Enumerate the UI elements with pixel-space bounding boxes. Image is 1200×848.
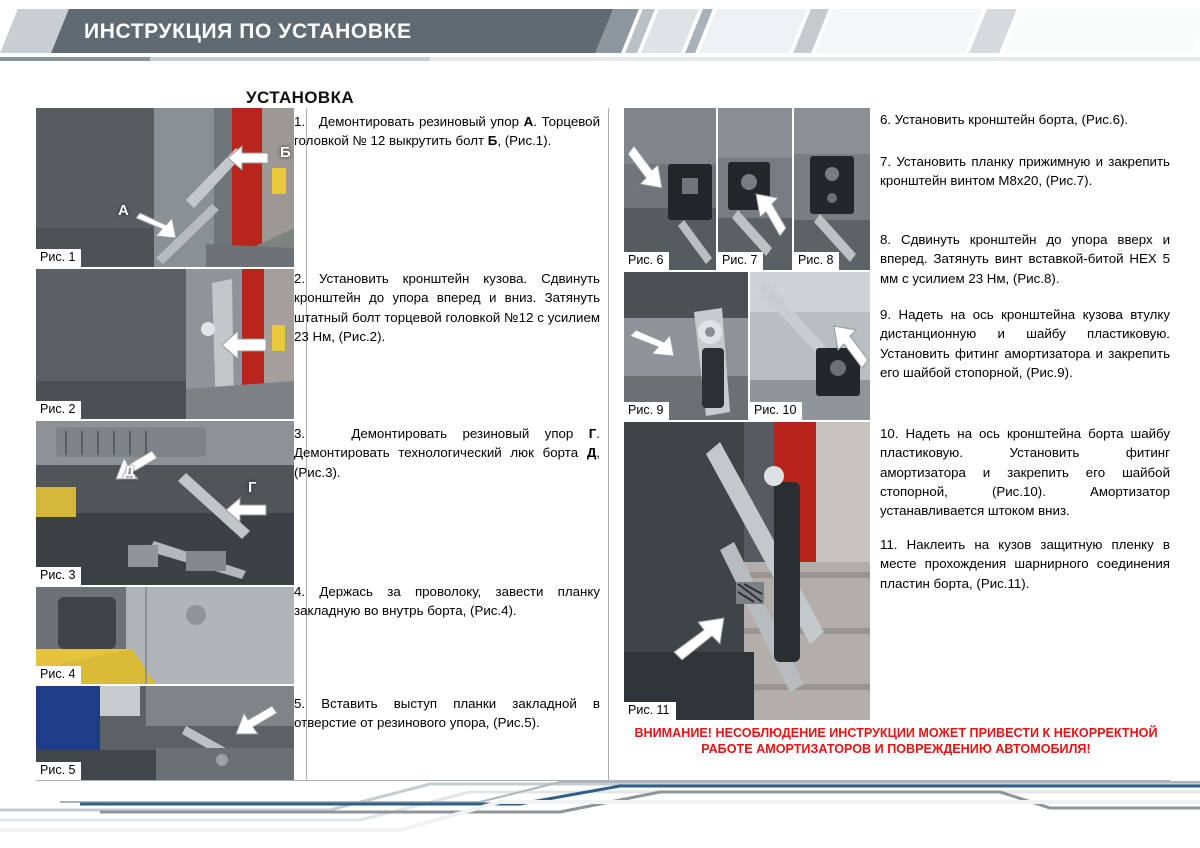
figure-6-caption: Рис. 6 [624, 252, 669, 270]
section-title: УСТАНОВКА [246, 88, 355, 107]
header-stripe-5 [699, 9, 807, 53]
figure-3-label-d: Д [124, 463, 135, 480]
figure-6 [624, 108, 716, 270]
figure-7-annotations [718, 108, 792, 270]
figure-5 [36, 686, 294, 780]
page-header [0, 0, 1200, 62]
figure-11 [624, 422, 870, 720]
figure-6-annotations [624, 108, 716, 270]
figure-1-label-b: Б [280, 144, 291, 161]
step-4-text: 4. Держась за проволоку, завести планку закладную во внутрь борта, (Рис.4). [294, 584, 600, 619]
header-bottom-rule [0, 57, 1200, 61]
figure-11-caption: Рис. 11 [624, 702, 676, 720]
step-3-text: 3. Демонтировать резиновый упор Г. Демонтировать технологический люк борта Д, (Рис.3). [294, 426, 600, 480]
figure-9-annotations [624, 272, 748, 420]
header-stripe-9 [1003, 9, 1200, 53]
step-11-text: 11. Наклеить на кузов защитную пленку в месте прохождения шарнирного соединения пластин борта, (Рис.11). [880, 537, 1170, 591]
figure-4-caption: Рис. 4 [36, 666, 81, 684]
figure-2-annotations [36, 269, 294, 419]
figure-1-label-a: А [118, 202, 129, 219]
step-8-text: 8. Сдвинуть кронштейн до упора вверх и вперед. Затянуть винт вставкой-битой HEX 5 мм с усилием 23 Нм, (Рис.8). [880, 232, 1170, 286]
figure-1 [36, 108, 294, 267]
step-1-text: 1. Демонтировать резиновый упор А. Торцевой головкой № 12 выкрутить болт Б, (Рис.1). [294, 114, 600, 149]
figure-9 [624, 272, 748, 420]
figure-4 [36, 587, 294, 684]
figure-3 [36, 421, 294, 585]
footer-decoration [0, 780, 1200, 848]
warning-text: ВНИМАНИЕ! НЕСОБЛЮДЕНИЕ ИНСТРУКЦИИ МОЖЕТ ПРИВЕСТИ К НЕКОРРЕКТНОЙ РАБОТЕ АМОРТИЗАТОРОВ И ПОВРЕЖДЕНИЮ АВТОМОБИЛЯ! [634, 726, 1158, 756]
figure-8-photo [794, 108, 870, 270]
header-stripe-7 [815, 9, 983, 53]
figure-10-caption: Рис. 10 [750, 402, 802, 420]
figure-7-caption: Рис. 7 [718, 252, 763, 270]
figure-3-label-g: Г [248, 479, 257, 496]
figure-10 [750, 272, 870, 420]
figure-3-annotations [36, 421, 294, 585]
step-9-text: 9. Надеть на ось кронштейна кузова втулку дистанционную и шайбу пластиковую. Установить фитинг амортизатора и закрепить его шайбой стопорной, (Рис.9). [880, 307, 1170, 380]
figure-7 [718, 108, 792, 270]
figure-10-annotations [750, 272, 870, 420]
figure-1-annotations [36, 108, 294, 267]
figure-1-caption: Рис. 1 [36, 249, 81, 267]
page-footer [0, 780, 1200, 848]
page-title: ИНСТРУКЦИЯ ПО УСТАНОВКЕ [84, 20, 412, 43]
step-5-text: 5. Вставить выступ планки закладной в отверстие от резинового упора, (Рис.5). [294, 696, 600, 731]
figure-5-caption: Рис. 5 [36, 762, 81, 780]
figure-8-caption: Рис. 8 [794, 252, 839, 270]
figure-2 [36, 269, 294, 419]
step-10-text: 10. Надеть на ось кронштейна борта шайбу пластиковую. Установить фитинг амортизатора и закрепить его шайбой стопорной, (Рис.10). Амортизатор устанавливается штоком вниз. [880, 426, 1170, 519]
figure-2-caption: Рис. 2 [36, 401, 81, 419]
figure-9-caption: Рис. 9 [624, 402, 669, 420]
figure-8 [794, 108, 870, 270]
step-2-text: 2. Установить кронштейн кузова. Сдвинуть кронштейн до упора вперед и вниз. Затянуть штатный болт торцевой головкой №12 с усилием 23 Нм, (Рис.2). [294, 271, 600, 344]
step-6-text: 6. Установить кронштейн борта, (Рис.6). [880, 112, 1129, 127]
figure-11-annotations [624, 422, 870, 720]
step-7-text: 7. Установить планку прижимную и закрепить кронштейн винтом М8х20, (Рис.7). [880, 154, 1170, 189]
figure-3-caption: Рис. 3 [36, 567, 81, 585]
column-divider-right [608, 108, 609, 780]
